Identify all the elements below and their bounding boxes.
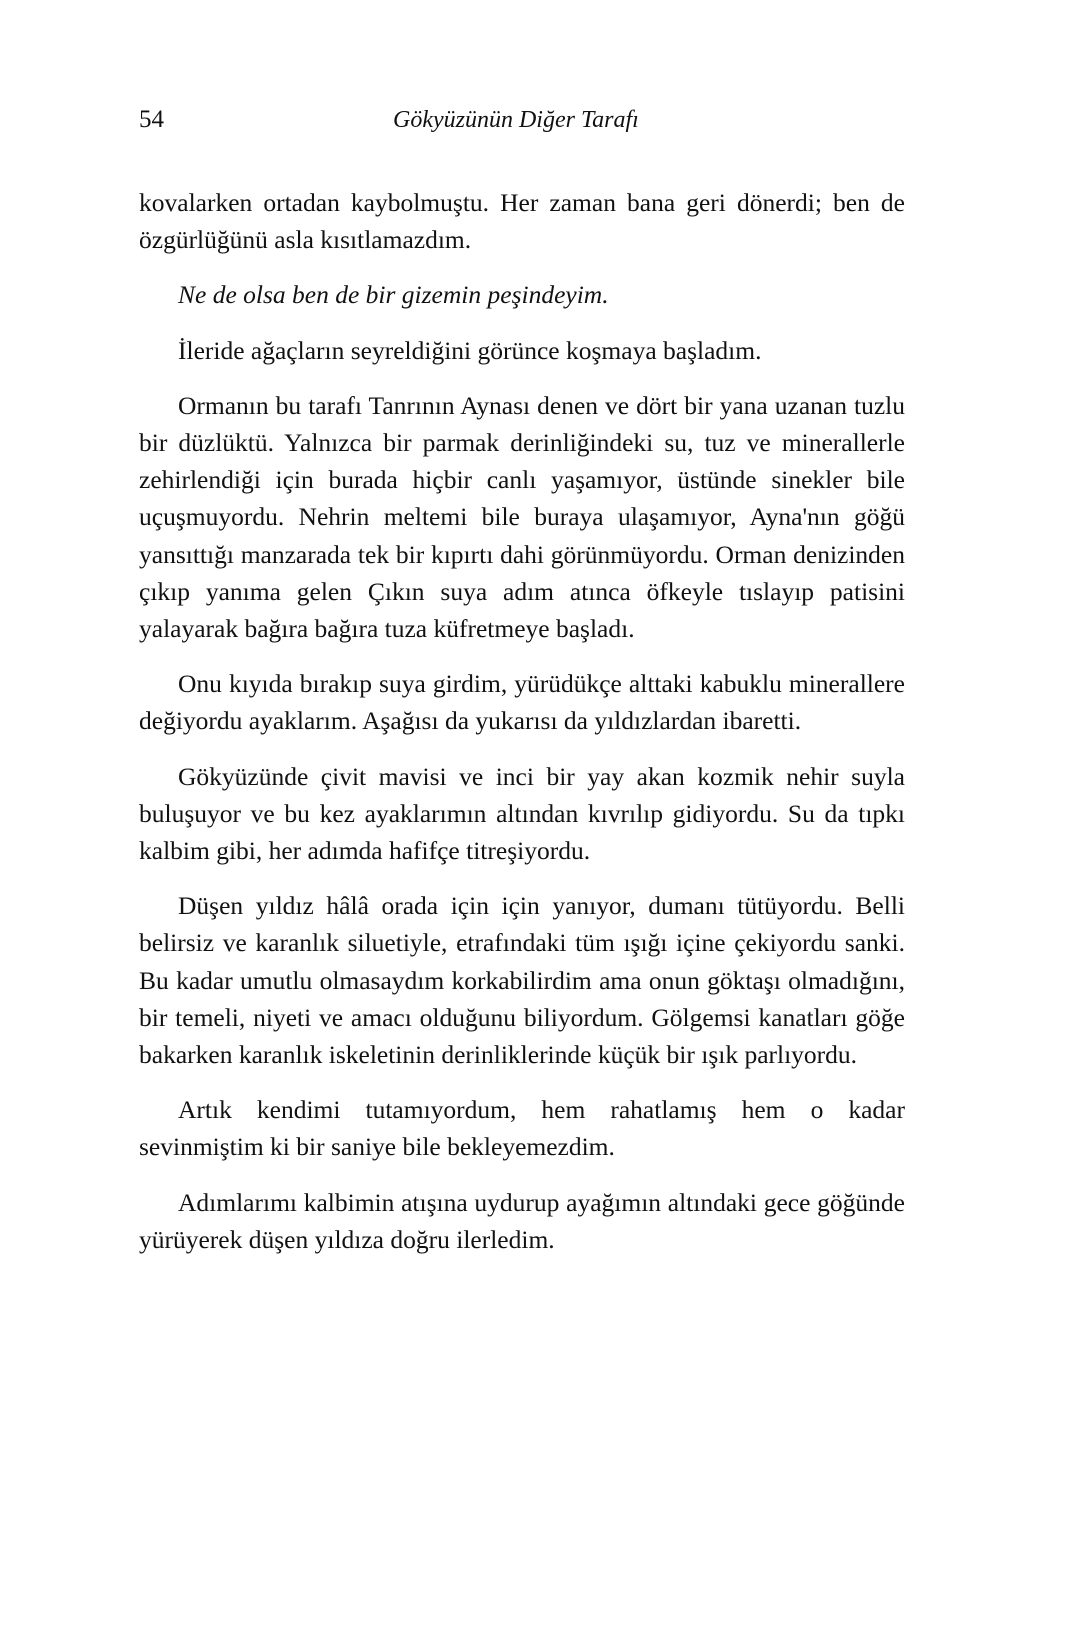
paragraph: Adımlarımı kalbimin atışına uydurup ayağımın altındaki gece göğünde yürüyerek düşen yıldıza doğru ilerledim. <box>139 1187 905 1254</box>
paragraph: Gökyüzünde çivit mavisi ve inci bir yay akan kozmik nehir suyla buluşuyor ve bu kez ayaklarımın altından kıvrılıp gidiyordu. Su da tıpkı kalbim gibi, her adımda hafifçe titreşiyordu. <box>139 761 905 866</box>
paragraph: Onu kıyıda bırakıp suya girdim, yürüdükçe alttaki kabuklu minerallere değiyordu ayaklarım. Aşağısı da yukarısı da yıldızlardan ibaretti. <box>139 669 905 736</box>
paragraph: Artık kendimi tutamıyordum, hem rahatlamış hem o kadar sevinmiştim ki bir saniye bile bekleyemezdim. <box>139 1095 905 1162</box>
italic-thought: Ne de olsa ben de bir gizemin peşindeyim. <box>178 280 609 310</box>
paragraph: İleride ağaçların seyreldiğini görünce koşmaya başladım. <box>178 335 762 365</box>
paragraph: kovalarken ortadan kaybolmuştu. Her zaman bana geri dönerdi; ben de özgürlüğünü asla kısıtlamazdım. <box>139 188 905 255</box>
body-text <box>139 184 905 1258</box>
page-number: 54 <box>139 106 164 133</box>
running-title: Gökyüzünün Diğer Tarafı <box>393 107 639 133</box>
page-header <box>139 103 909 143</box>
paragraph: Ormanın bu tarafı Tanrının Aynası denen ve dört bir yana uzanan tuzlu bir düzlüktü. Yalnızca bir parmak derinliğindeki su, tuz ve minerallerle zehirlendiği için burada hiçbir canlı yaşamıyor, üstünde sinekler bile uçuşmuyordu. Nehrin meltemi bile buraya ulaşamıyor, Ayna'nın göğü yansıttığı manzarada tek bir kıpırtı dahi görünmüyordu. Orman denizinden çıkıp yanıma gelen Çıkın suya adım atınca öfkeyle tıslayıp patisini yalayarak bağıra bağıra tuza küfretmeye başladı. <box>139 390 905 644</box>
paragraph: Düşen yıldız hâlâ orada için için yanıyor, dumanı tütüyordu. Belli belirsiz ve karanlık siluetiyle, etrafındaki tüm ışığı içine çekiyordu sanki. Bu kadar umutlu olmasaydım korkabilirdim ama onun göktaşı olmadığını, bir temeli, niyeti ve amacı olduğunu biliyordum. Gölgemsi kanatları göğe bakarken karanlık iskeletinin derinliklerinde küçük bir ışık parlıyordu. <box>139 891 905 1070</box>
